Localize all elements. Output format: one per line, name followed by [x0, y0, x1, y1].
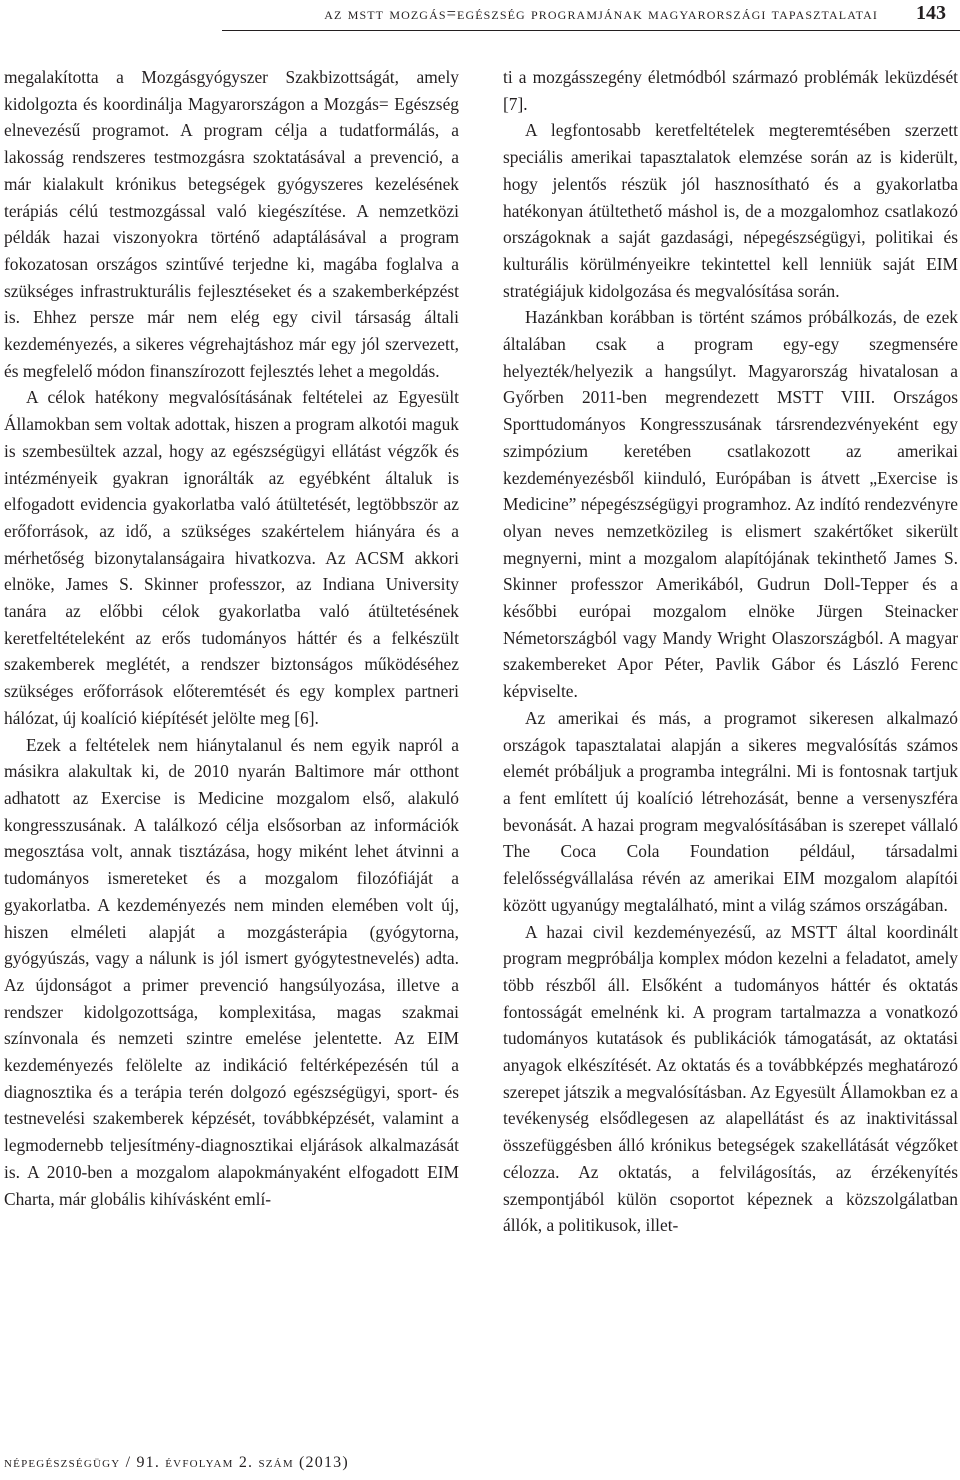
right-column	[503, 64, 958, 1239]
paragraph: A célok hatékony megvalósításának feltételei az Egyesült Államokban sem voltak adottak, hiszen a program alkotói maguk is szembesültek azzal, hogy az egészségügyi ellátást végzők és intézményeik gyakran ignorálták az egyébként általuk is elfogadott evidencia gyakorlatba való átültetését, legtöbbször az erőforrások, az idő, a szükséges szakértelem hiányára és a mérhetőség bizonytalanságaira hivatkozva. Az ACSM akkori elnöke, James S. Skinner professzor, az Indiana University tanára az előbbi célok gyakorlatba való átültetésének keretfeltételeként az erős tudományos háttér és a felkészült szakemberek meglétét, a rendszer biztonságos működéséhez szükséges erőforrások előteremtését és egy komplex partneri hálózat, új koalíció kiépítését jelölte meg [6].	[4, 387, 459, 728]
paragraph: A legfontosabb keretfeltételek megteremtésében szerzett speciális amerikai tapasztalatok elemzése során az is kiderült, hogy jelentős részük jól hasznosítható és a gyakorlatba hatékonyan átültethető máshol is, de a mozgalomhoz csatlakozó országoknak a saját gazdasági, népegészségügyi, politikai és kulturális körülményeikre tekintettel kell lenniük saját EIM stratégiájuk kidolgozása és megvalósítása során.	[503, 120, 958, 301]
journal-footer: népegészségügy / 91. évfolyam 2. szám (2013)	[4, 1454, 349, 1471]
running-title: az mstt mozgás=egészség programjának magyarországi tapasztalatai	[324, 4, 878, 23]
paragraph: megalakította a Mozgásgyógyszer Szakbizottságát, amely kidolgozta és koordinálja Magyarországon a Mozgás= Egészség elnevezésű programot. A program célja a tudatformálás, a lakosság rendszeres testmozgásra szoktatásával a prevenció, a már kialakult krónikus betegségek gyógyszeres kezelésének terápiás célú testmozgással való kiegészítése. A nemzetközi példák hazai viszonyokra történő adaptálásával a program fokozatosan országos szintűvé terjedne ki, magába foglalva a szükséges infrastrukturális fejlesztéseket és a szakemberképzést is. Ehhez persze már nem elég egy civil társaság általi kezdeményezés, a sikeres végrehajtáshoz már egy jól szervezett, és megfelelő módon finanszírozott fejlesztés lehet a megoldás.	[4, 67, 459, 381]
paragraph: Hazánkban korábban is történt számos próbálkozás, de ezek általában csak a program egy-egy szegmensére helyezték/helyezik a hangsúlyt. Magyarország hivatalosan a Győrben 2011-ben megrendezett MSTT VIII. Országos Sporttudományos Kongresszusának társrendezvényeként egy szimpózium keretében csatlakozott az amerikai kezdeményezésből kiinduló, Európában is átvett „Exercise is Medicine” népegészségügyi programhoz. Az indító rendezvényre olyan neves nemzetközileg is elismert szakértőket sikerült megnyerni, mint a mozgalom alapítójának tekinthető James S. Skinner professzor Amerikából, Gudrun Doll-Tepper és a későbbi európai mozgalom elnöke Jürgen Steinacker Németországból vagy Mandy Wright Olaszországból. A magyar szakembereket Apor Péter, Pavlik Gábor és László Ferenc képviselte.	[503, 307, 958, 702]
paragraph: Ezek a feltételek nem hiánytalanul és nem egyik napról a másikra alakultak ki, de 2010 nyarán Baltimore már otthont adhatott az Exercise is Medicine mozgalom első, alakuló kongresszusának. A találkozó célja elsősorban az információk megosztása volt, annak tisztázása, hogy miként lehet átvinni a tudományos ismereteket és a mozgalom filozófiáját a gyakorlatba. A kezdeményezés nem minden elemében volt új, hiszen elméleti alapját a mozgásterápia (gyógytorna, gyógyúszás, vagy a nálunk is jól ismert gyógytestnevelés) adta. Az újdonságot a primer prevenció hangsúlyozása, illetve a rendszer kidolgozottsága, komplexitása, magas szakmai színvonala és nemzeti szintre emelése jelentette. Az EIM kezdeményezés felölelte az indikáció feltérképezésén túl a diagnosztika és a terápia terén dolgozó egészségügyi, sport- és testnevelési szakemberek képzését, továbbképzését, valamint a legmodernebb teljesítmény-diagnosztikai eljárások alkalmazását is. A 2010-ben a mozgalom alapokmányaként elfogadott EIM Charta, már globális kihívásként emlí-	[4, 734, 459, 1209]
left-column	[4, 64, 459, 1212]
paragraph: A hazai civil kezdeményezésű, az MSTT által koordinált program megpróbálja komplex módon kezelni a feladatot, amely több részből áll. Elsőként a tudományos háttér és oktatás fontosságát emelnénk ki. A program tartalmazza a vonatkozó tudományos kutatások és publikációk támogatását, az oktatási anyagok elkészítését. Az oktatás és a továbbképzés meghatározó szerepet játszik a megvalósításban. Az Egyesült Államokban ez a tevékenység elsődlegesen az alapellátást és az inaktivitással összefüggésben álló krónikus betegségek szakellátását végzőket célozza. Az oktatás, a felvilágosítás, az érzékenyítés szempontjából külön csoportot képeznek a közszolgálatban állók, a politikusok, illet-	[503, 921, 958, 1236]
header-rule	[222, 30, 960, 31]
paragraph: ti a mozgásszegény életmódból származó problémák leküzdését [7].	[503, 67, 958, 114]
page-number: 143	[916, 2, 946, 24]
running-header	[0, 0, 960, 30]
paragraph: Az amerikai és más, a programot sikeresen alkalmazó országok tapasztalatai alapján a sikeres megvalósítás számos elemét próbáljuk a programba integrálni. Mi is fontosnak tartjuk a fent említett új koalíció létrehozását, benne a versenyszféra bevonását. A hazai program megvalósításában is szerepet vállaló The Coca Cola Foundation például, társadalmi felelősségvállalása révén az amerikai EIM mozgalom alapítói között ugyanúgy megtalálható, mint a világ számos országában.	[503, 707, 958, 915]
